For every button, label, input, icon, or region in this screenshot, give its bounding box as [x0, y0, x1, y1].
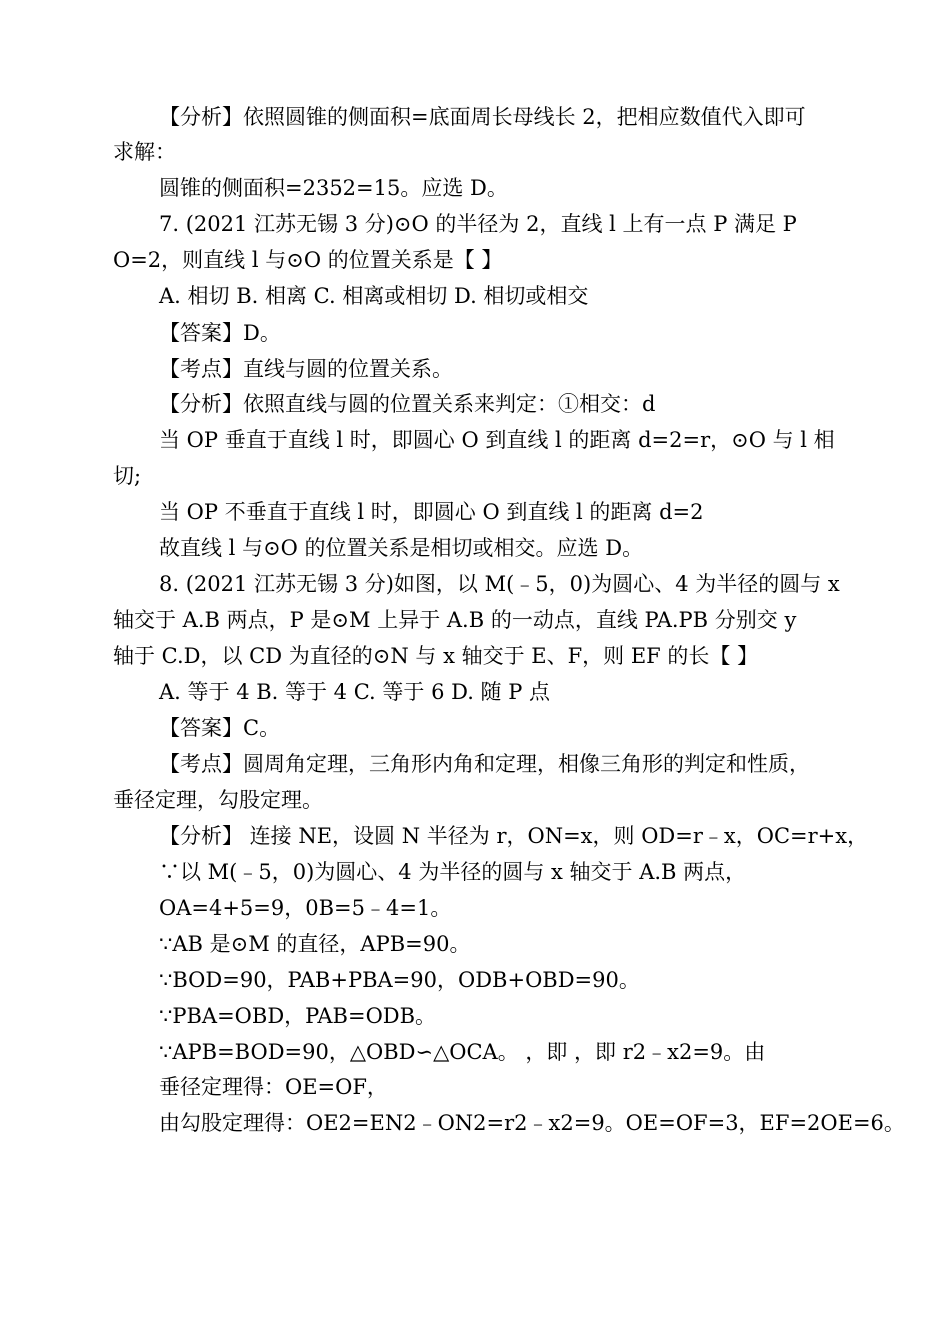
text-line: 轴交于 A.B 两点，P 是⊙M 上异于 A.B 的一动点，直线 PA.PB 分别交 y — [113, 608, 797, 632]
text-line: A. 相切 B. 相离 C. 相离或相切 D. 相切或相交 — [159, 284, 589, 308]
text-line: ∵PBA=OBD，PAB=ODB。 — [159, 1004, 437, 1028]
text-line: 【答案】C。 — [159, 716, 281, 740]
text-line: ∵APB=BOD=90，△OBD∽△OCA。 ，即 ，即 r2﹣x2=9。由 — [159, 1040, 766, 1064]
text-line: 当 OP 不垂直于直线 l 时，即圆心 O 到直线 l 的距离 d=2 — [159, 500, 704, 524]
text-line: 由勾股定理得：OE2=EN2﹣ON2=r2﹣x2=9。OE=OF=3，EF=2OE=6。 — [159, 1111, 905, 1135]
text-line: 8. (2021 江苏无锡 3 分)如图，以 M(﹣5，0)为圆心、4 为半径的圆与 x — [159, 572, 840, 596]
text-line: 垂径定理得：OE=OF， — [159, 1075, 388, 1099]
text-line: 【分析】 连接 NE，设圆 N 半径为 r，ON=x，则 OD=r﹣x，OC=r+x， — [159, 824, 869, 848]
text-line: 圆锥的侧面积=2352=15。应选 D。 — [159, 176, 508, 200]
text-line: 求解： — [113, 140, 176, 164]
text-line: 轴于 C.D，以 CD 为直径的⊙N 与 x 轴交于 E、F，则 EF 的长【 】 — [113, 644, 759, 668]
text-line: 【答案】D。 — [159, 321, 281, 345]
text-line: OA=4+5=9，0B=5﹣4=1。 — [159, 896, 452, 920]
text-line: 【分析】依照圆锥的侧面积=底面周长母线长 2，把相应数值代入即可 — [159, 105, 806, 129]
text-line: 7. (2021 江苏无锡 3 分)⊙O 的半径为 2，直线 l 上有一点 P 满足 P — [159, 212, 797, 236]
text-line: ∵AB 是⊙M 的直径，APB=90。 — [159, 932, 471, 956]
text-line: A. 等于 4 B. 等于 4 C. 等于 6 D. 随 P 点 — [159, 680, 551, 704]
text-line: 【考点】圆周角定理，三角形内角和定理，相像三角形的判定和性质， — [159, 752, 810, 776]
text-line: O=2，则直线 l 与⊙O 的位置关系是【 】 — [113, 248, 503, 272]
text-line: 切; — [113, 464, 142, 488]
text-line: 故直线 l 与⊙O 的位置关系是相切或相交。应选 D。 — [159, 536, 644, 560]
text-line: 当 OP 垂直于直线 l 时，即圆心 O 到直线 l 的距离 d=2=r，⊙O 与 l 相 — [159, 428, 835, 452]
text-line: ∵BOD=90，PAB+PBA=90，ODB+OBD=90。 — [159, 968, 640, 992]
text-line: ∵以 M(﹣5，0)为圆心、4 为半径的圆与 x 轴交于 A.B 两点， — [159, 860, 747, 884]
text-line: 【分析】依照直线与圆的位置关系来判定：①相交：d — [159, 392, 656, 416]
text-line: 【考点】直线与圆的位置关系。 — [159, 357, 453, 381]
text-line: 垂径定理，勾股定理。 — [113, 788, 323, 812]
